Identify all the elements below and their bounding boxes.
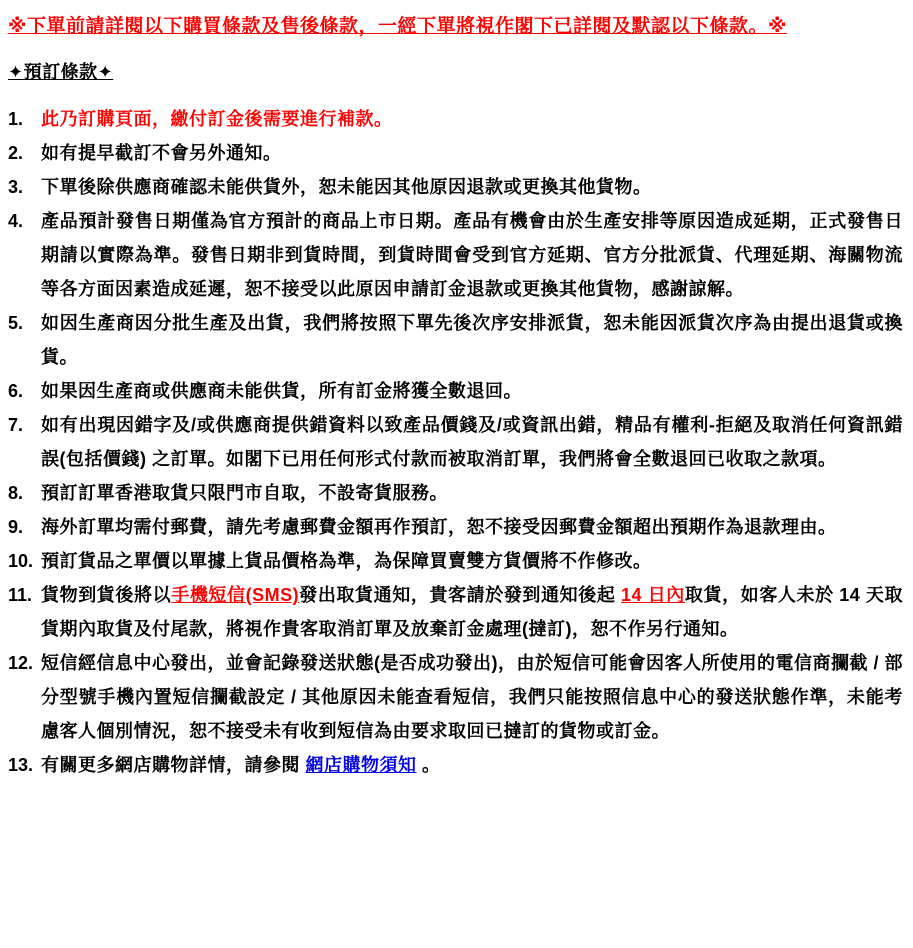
term-number: 11. [8,585,33,606]
term-number: 6. [8,381,24,402]
term-item [8,544,903,578]
term-text [41,646,903,748]
term-item [8,204,903,306]
term-number: 5. [8,313,24,334]
term-number: 8. [8,483,24,504]
term-segment: 下單後除供應商確認未能供貨外，恕未能因其他原因退款或更換其他貨物。 [41,177,652,198]
term-text [41,748,903,782]
term-segment: 如有出現因錯字及/或供應商提供錯資料以致產品價錢及/或資訊出錯，精品有權利-拒絕及取消任何資訊錯誤(包括價錢) 之訂單。如閣下已用任何形式付款而被取消訂單，我們將會全數退回已收取之款項。 [41,415,903,470]
term-item [8,748,903,782]
term-segment: 取貨，如客人未於 14 天取貨期內取貨及付尾款，將視作貴客取消訂單及放棄訂金處理(撻訂)，恕不作另行通知。 [41,585,904,640]
term-text [41,408,903,476]
shop-guide-link[interactable]: 網店購物須知 [305,755,417,776]
term-text [41,170,903,204]
term-item [8,476,903,510]
term-segment: 有關更多網店購物詳情，請參閱 [41,755,306,776]
term-number: 13. [8,755,34,776]
term-number: 10. [8,551,34,572]
term-item [8,578,903,646]
term-segment: 此乃訂購頁面，繳付訂金後需要進行補款。 [41,109,393,130]
term-segment: 貨物到貨後將以 [41,585,172,606]
term-item [8,306,903,374]
term-segment: 海外訂單均需付郵費，請先考慮郵費金額再作預訂，恕不接受因郵費金額超出預期作為退款理由。 [41,517,837,538]
term-segment: 如有提早截訂不會另外通知。 [41,143,282,164]
term-text [41,102,903,136]
term-segment: 如因生產商因分批生產及出貨，我們將按照下單先後次序安排派貨，恕未能因派貨次序為由提出退貨或換貨。 [41,313,903,368]
sms-highlight: 手機短信(SMS) [171,585,300,606]
term-number: 12. [8,653,34,674]
term-number: 1. [8,109,24,130]
term-text [41,136,903,170]
term-item [8,408,903,476]
term-text [41,204,903,306]
term-segment: 產品預計發售日期僅為官方預計的商品上市日期。產品有機會由於生產安排等原因造成延期，正式發售日期請以實際為準。發售日期非到貨時間，到貨時間會受到官方延期、官方分批派貨、代理延期、海關物流等各方面因素造成延遲，恕不接受以此原因申請訂金退款或更換其他貨物，感謝諒解。 [41,211,903,300]
page-title: ※下單前請詳閱以下購買條款及售後條款，一經下單將視作閣下已詳閱及默認以下條款。※ [8,16,787,37]
term-number: 2. [8,143,24,164]
section-header-preorder-terms: ✦預訂條款✦ [8,62,114,83]
term-number: 9. [8,517,24,538]
term-item [8,374,903,408]
term-item [8,102,903,136]
term-segment: 預訂貨品之單價以單據上貨品價格為準，為保障買賣雙方貨價將不作修改。 [41,551,652,572]
term-segment: 發出取貨通知，貴客請於發到通知後起 [299,585,622,606]
term-text [41,544,903,578]
term-segment: 預訂訂單香港取貨只限門市自取，不設寄貨服務。 [41,483,448,504]
term-text [41,510,903,544]
term-number: 3. [8,177,24,198]
pickup-deadline-highlight: 14 日內 [621,585,685,606]
term-number: 7. [8,415,24,436]
term-item [8,136,903,170]
terms-list [8,102,903,782]
term-text [41,374,903,408]
term-segment: 短信經信息中心發出，並會記錄發送狀態(是否成功發出)，由於短信可能會因客人所使用的電信商攔截 / 部分型號手機內置短信攔截設定 / 其他原因未能查看短信，我們只能按照信息中心的發送狀態作準，未能考慮客人個別情況，恕不接受未有收到短信為由要求取回已撻訂的貨物或訂金。 [41,653,903,742]
term-text [41,476,903,510]
term-item [8,170,903,204]
term-text [41,306,903,374]
term-segment: 。 [416,755,441,776]
term-text [41,578,903,646]
term-number: 4. [8,211,24,232]
term-segment: 如果因生產商或供應商未能供貨，所有訂金將獲全數退回。 [41,381,522,402]
term-item [8,646,903,748]
term-item [8,510,903,544]
